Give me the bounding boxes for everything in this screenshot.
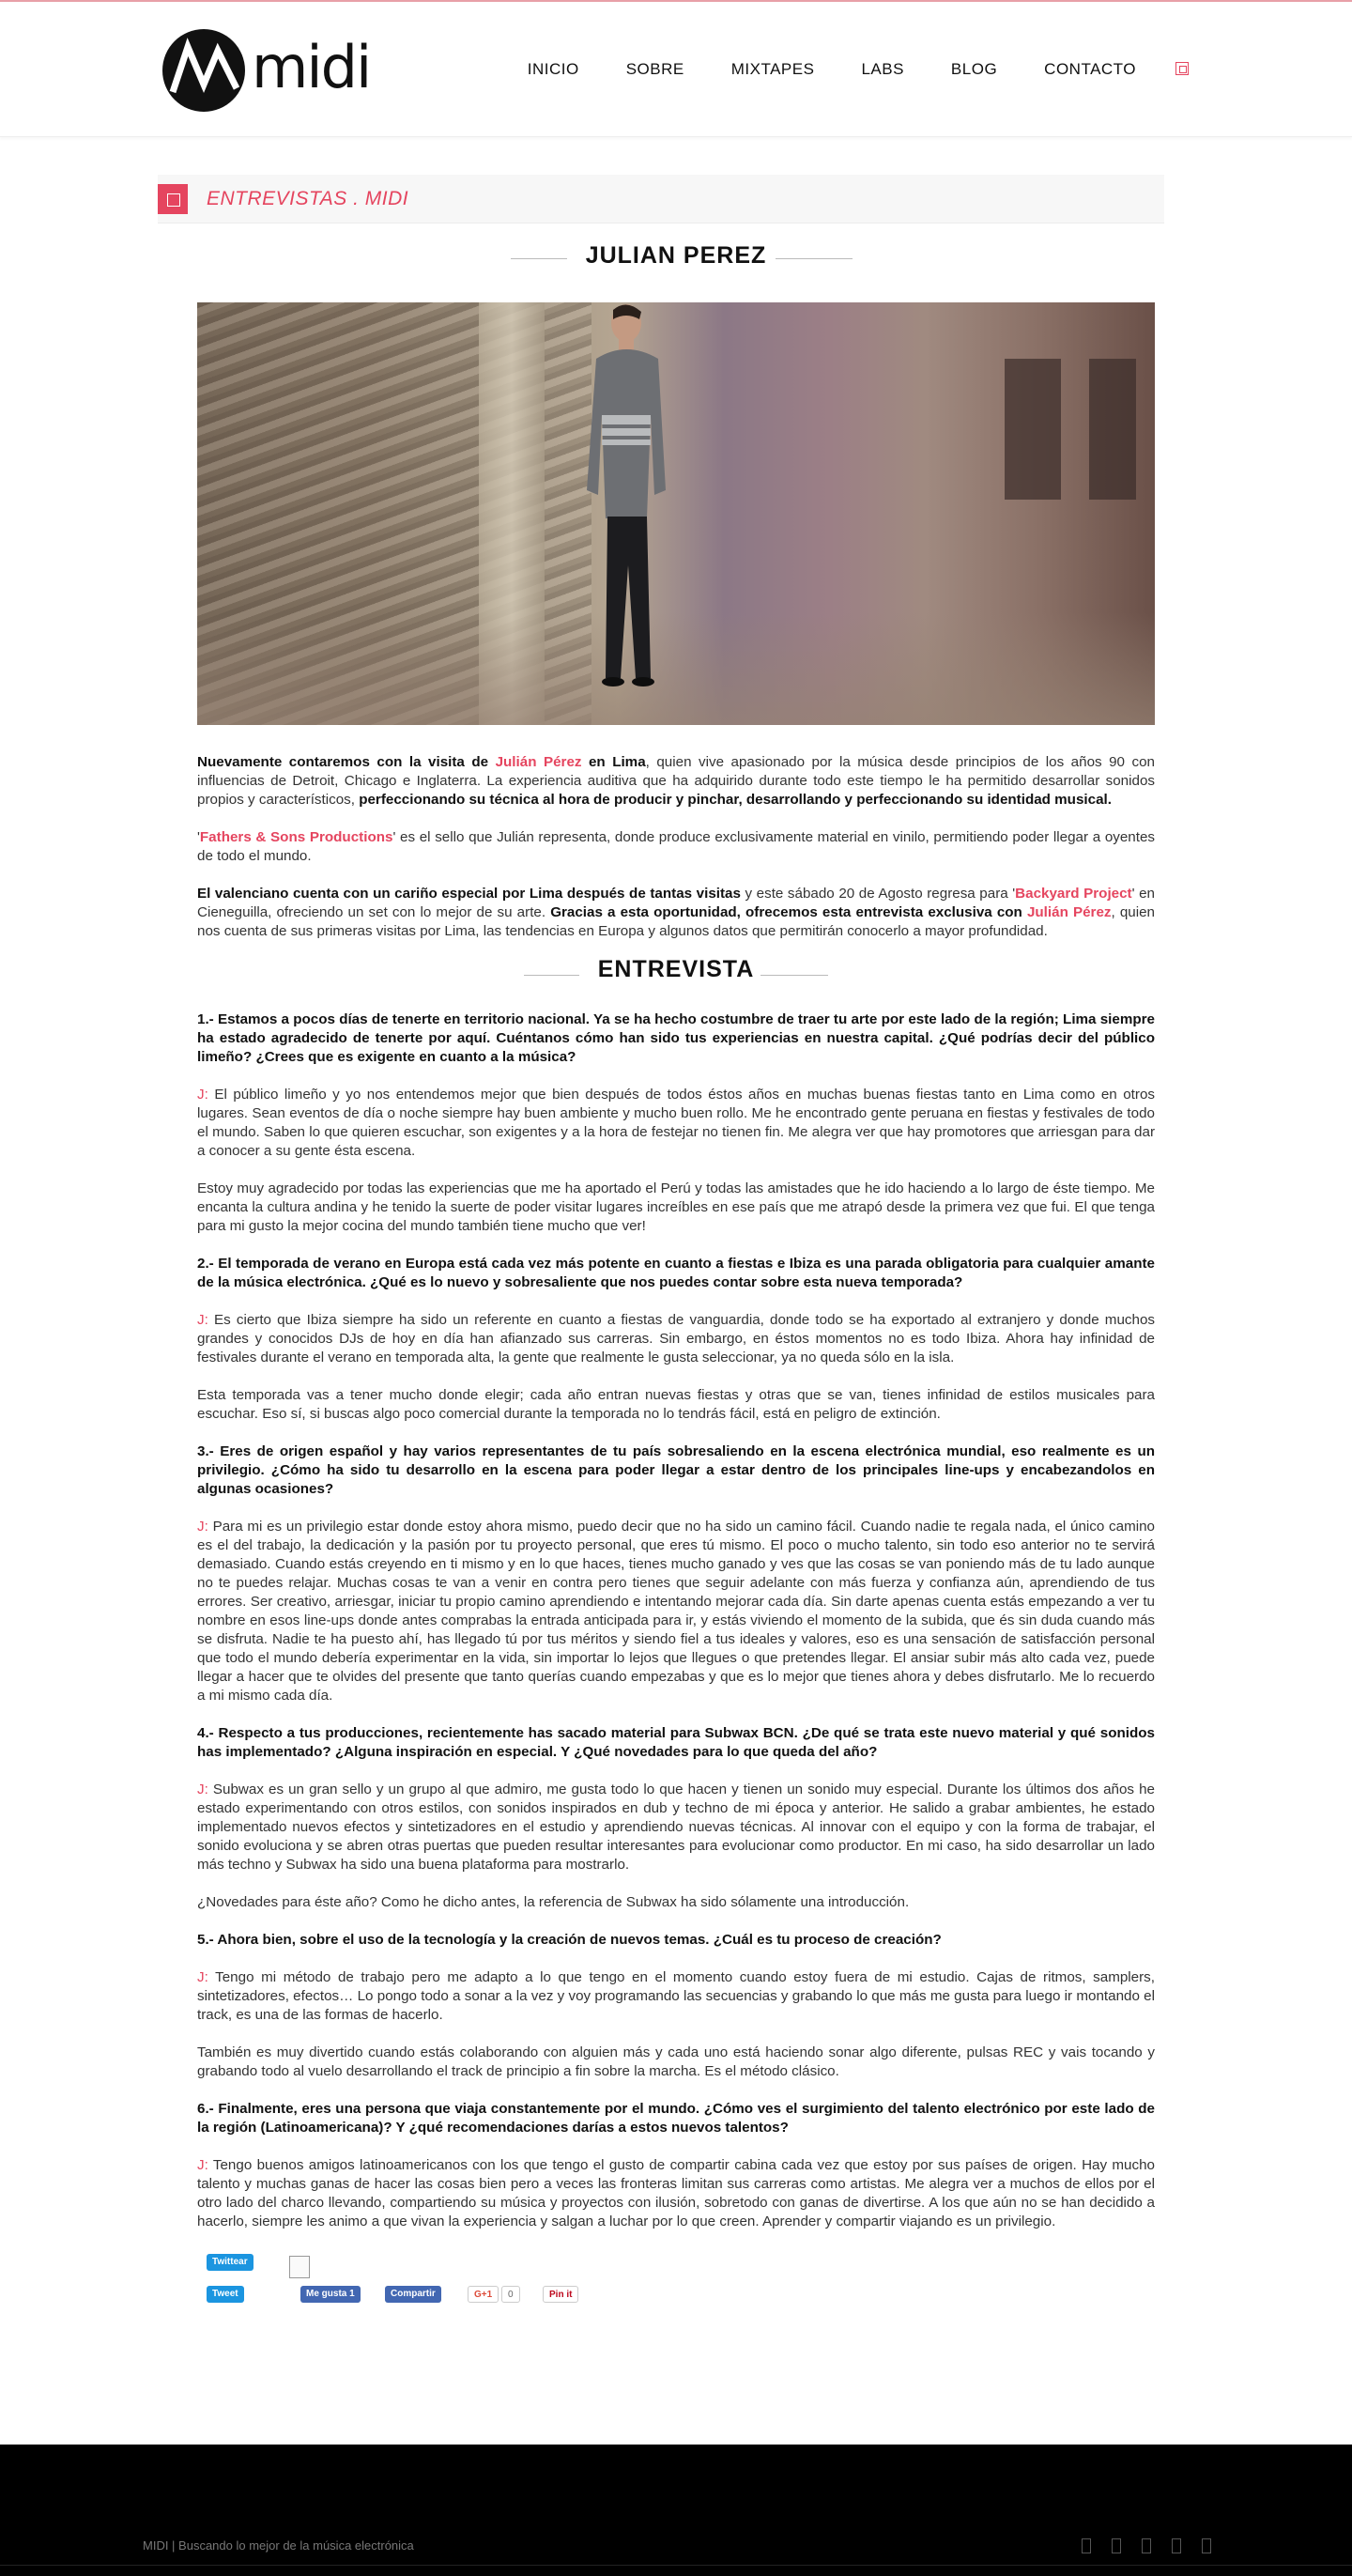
intro-text: perfeccionando su técnica al hora de producir y pinchar, desarrollando y perfeccionando su identidad musical. <box>359 792 1112 808</box>
interview-question: 6.- Finalmente, eres una persona que viaja constantemente por el mundo. ¿Cómo ves el surgimiento del talento electrónico por este lado de la región (Latinoamericana)? Y ¿qué recomendaciones darías a estos nuevos talentos? <box>197 2101 1155 2136</box>
twitter-icon[interactable] <box>1112 2538 1121 2553</box>
facebook-like-button[interactable]: Me gusta 1 <box>300 2286 361 2303</box>
answer-text: Esta temporada vas a tener mucho donde elegir; cada año entran nuevas fiestas y otras que se van, tienes infinidad de estilos musicales para escuchar. Eso sí, si buscas algo poco comercial durante la temporada no lo tendrás fácil, está en peligro de extinción. <box>197 1387 1155 1422</box>
site-header <box>0 2 1352 137</box>
answer-prefix: J: <box>197 1087 208 1103</box>
interview-answer <box>197 1968 1155 2025</box>
category-bar <box>158 175 1164 224</box>
interview-heading: ENTREVISTA <box>579 956 774 982</box>
nav-mixtapes[interactable]: MIXTAPES <box>730 60 815 78</box>
highlight-link[interactable]: Julián Pérez <box>495 754 582 770</box>
main-nav <box>481 60 1136 79</box>
footer-social-icons <box>1082 2538 1211 2553</box>
interview-answer <box>197 1086 1155 1161</box>
hero-photo <box>197 302 1155 725</box>
intro-text: en Lima <box>581 754 646 770</box>
share-bar <box>207 2250 1164 2335</box>
answer-text: Tengo buenos amigos latinoamericanos con los que tengo el gusto de compartir cabina cada vez que estoy por sus países de origen. Hay mucho talento y muchas ganas de hacer las cosas bien pero a veces las fronteras limitan sus carreras como artistas. Me alegra ver a muchos de ellos por el otro lado del charco llevando, compartiendo su música y proyectos con ilusión, sobretodo con ganas de divertirse. A los que aún no se han decidido a hacerlo, siempre les animo a que vivan la experiencia y salgan a luchar por lo que creen. Aprender y compartir viajando es un privilegio. <box>197 2157 1155 2229</box>
interview-heading-block <box>197 956 1155 992</box>
facebook-icon[interactable] <box>1082 2538 1091 2553</box>
title-rule-right <box>776 258 853 259</box>
photo-person <box>568 302 681 725</box>
footer-divider <box>0 2565 1352 2566</box>
intro-paragraph <box>197 753 1155 810</box>
interview-question: 1.- Estamos a pocos días de tenerte en territorio nacional. Ya se ha hecho costumbre de traer tu arte por este lado de la región; Lima siempre ha estado agradecido de tenerte por aquí. Cuéntanos cómo han sido tus experiencias en nuestra capital. ¿Qué podrías decir del público limeño? ¿Crees que es exigente en cuanto a la música? <box>197 1011 1155 1065</box>
interview-answer <box>197 2044 1155 2081</box>
answer-prefix: J: <box>197 1782 208 1797</box>
answer-prefix: J: <box>197 1312 208 1328</box>
pinterest-button[interactable]: Pin it <box>543 2286 578 2303</box>
nav-labs[interactable]: LABS <box>861 60 904 78</box>
nav-sobre[interactable]: SOBRE <box>625 60 684 78</box>
article-body <box>197 753 1155 2231</box>
interview-answer <box>197 2156 1155 2231</box>
article-title: JULIAN PEREZ <box>567 242 786 269</box>
interview-answer <box>197 1893 1155 1912</box>
footer-text: MIDI | Buscando lo mejor de la música electrónica <box>143 2538 414 2553</box>
answer-prefix: J: <box>197 2157 208 2173</box>
interview-answer <box>197 1386 1155 1424</box>
logo-icon <box>161 28 246 113</box>
highlight-link[interactable]: Backyard Project <box>1015 886 1132 902</box>
highlight-link[interactable]: Fathers & Sons Productions <box>199 829 393 845</box>
google-plus-button[interactable]: G+1 <box>468 2286 499 2303</box>
document-icon[interactable] <box>289 2256 310 2278</box>
intro-text: ' en Cieneguilla, ofreciendo un set con lo mejor de su arte. <box>197 886 1155 920</box>
intro-text: ' es el sello que Julián representa, donde produce exclusivamente material en vinilo, permitiendo poder llegar a oyentes de todo el mundo. <box>197 829 1156 864</box>
answer-text: Tengo mi método de trabajo pero me adapto a lo que tengo en el momento cuando estoy fuera de mi estudio. Cajas de ritmos, samplers, sintetizadores, efectos… Lo pongo todo a sonar a la vez y voy programando las secuencias y grabando lo que más me gusta para luego ir montando el track, es una de las formas de hacerlo. <box>197 1969 1155 2023</box>
photo-window <box>1005 359 1061 500</box>
highlight-link[interactable]: Julián Pérez <box>1026 904 1112 920</box>
interview-question: 5.- Ahora bien, sobre el uso de la tecnología y la creación de nuevos temas. ¿Cuál es tu proceso de creación? <box>197 1932 942 1948</box>
answer-text: Estoy muy agradecido por todas las experiencias que me ha aportado el Perú y todas las amistades que he ido haciendo a lo largo de éste tiempo. Me encanta la cultura andina y he tenido la suerte de poder visitar lugares increíbles en ese país que me atrapó desde la primera vez que fui. El que tenga para mi gusto la mejor cocina del mundo también tiene mucho que ver! <box>197 1180 1155 1234</box>
soundcloud-icon[interactable] <box>1142 2538 1151 2553</box>
interview-question: 4.- Respecto a tus producciones, recientemente has sacado material para Subwax BCN. ¿De qué se trata este nuevo material y qué sonidos has implementado? ¿Alguna inspiración en especial. Y ¿Qué novedades para lo que queda del año? <box>197 1725 1155 1760</box>
site-logo[interactable] <box>161 28 370 113</box>
answer-prefix: J: <box>197 1519 208 1535</box>
twitter-follow-button[interactable]: Twittear <box>207 2254 254 2271</box>
category-label[interactable]: ENTREVISTAS . MIDI <box>207 188 409 209</box>
site-footer <box>0 2445 1352 2576</box>
heading-rule-right <box>760 975 828 976</box>
answer-prefix: J: <box>197 1969 208 1985</box>
interview-answer <box>197 1180 1155 1236</box>
answer-text: ¿Novedades para éste año? Como he dicho antes, la referencia de Subwax ha sido sólamente una introducción. <box>197 1894 910 1910</box>
facebook-share-button[interactable]: Compartir <box>385 2286 441 2303</box>
tweet-button[interactable]: Tweet <box>207 2286 244 2303</box>
intro-paragraph <box>197 885 1155 941</box>
intro-text: , quien nos cuenta de sus primeras visitas por Lima, las tendencias en Europa y algunos datos que permitirán conocerlo a mayor profundidad. <box>197 904 1155 939</box>
intro-text: Gracias a esta oportunidad, ofrecemos esta entrevista exclusiva con <box>550 904 1027 920</box>
intro-text: , quien vive apasionado por la música desde principios de los años 90 con influencias de Detroit, Chicago e Inglaterra. La experiencia auditiva que ha adquirido durante todo este tiempo le ha permitido desarrollar sonidos propios y característicos, <box>197 754 1155 808</box>
answer-text: También es muy divertido cuando estás colaborando con alguien más y cada uno está haciendo sonar algo diferente, pulsas REC y vais tocando y grabando todo al vuelo desarrollando el track de principio a fin sobre la marcha. Es el método clásico. <box>197 2044 1155 2079</box>
interview-answer <box>197 1311 1155 1367</box>
category-icon <box>158 184 188 214</box>
answer-text: Para mi es un privilegio estar donde estoy ahora mismo, puedo decir que no ha sido un camino fácil. Cuando nadie te regala nada, el único camino es el del trabajo, la dedicación y la pasión por tu proyecto personal, que eres tú mismo. El poco o mucho talento, sin todo eso anterior no te servirá demasiado. Cuando estás creyendo en ti mismo y en lo que haces, tienes mucho ganado y ves que las cosas se van poniendo más de tu lado aunque no te puedes relajar. Muchas cosas te van a venir en contra pero tienes que seguir adelante con más fuerza y confianza aún, aprendiendo de tus errores. Ser creativo, arriesgar, iniciar tu propio camino aprendiendo e intentando mejorar cada día. Sin darte apenas cuenta estás empezando a ver tu nombre en esos line-ups donde antes comprabas la entrada anticipada para ir, y estás viviendo el momento de la subida, que és sin duda cuando más se disfruta. Nadie te ha puesto ahí, has llegado tú por tus méritos y siendo fiel a tus ideales y valores, eso es una sensación de satisfacción personal que todo el mundo debería experimentar en la vida, sin importar lo lejos que llegues o que pretendes llegar. El ansiar subir más alto cada vez, puede llegar a hacer que te olvides del presente que tanto querías cuando empezabas y que es lo mejor que tienes ahora y debes disfrutarlo. Me lo recuerdo a mi mismo cada día. <box>197 1519 1155 1704</box>
logo-text: midi <box>252 33 371 101</box>
answer-text: Es cierto que Ibiza siempre ha sido un referente en cuanto a fiestas de vanguardia, donde todo se ha exportado al extranjero y donde muchos grandes y conocidos DJs de hoy en día han afianzado sus carreras. Sin embargo, en éstos momentos no es todo Ibiza. Ahora hay infinidad de festivales durante el verano en temporada alta, la gente que realmente le gusta seleccionar, ya no queda sólo en la isla. <box>197 1312 1155 1365</box>
mixcloud-icon[interactable] <box>1202 2538 1211 2553</box>
search-icon[interactable] <box>1175 62 1189 75</box>
answer-text: El público limeño y yo nos entendemos mejor que bien después de todos éstos años en muchas buenas fiestas tanto en Lima como en otros lugares. Sean eventos de día o noche siempre hay buen ambiente y mucho buen rollo. Me he encontrado gente peruana en fiestas y festivales de todo el mundo. Saben lo que quieren escuchar, son exigentes y a la hora de festejar no tienen fin. Me alegra ver que hay promotores que arriesgan para dar a conocer a su gente ésta escena. <box>197 1087 1155 1159</box>
nav-inicio[interactable]: INICIO <box>527 60 579 78</box>
intro-text: ' <box>197 829 200 845</box>
nav-blog[interactable]: BLOG <box>950 60 998 78</box>
interview-question: 2.- El temporada de verano en Europa está cada vez más potente en cuanto a fiestas e Ibiza es una parada obligatoria para cualquier amante de la música electrónica. ¿Qué es lo nuevo y sobresaliente que nos puedes contar sobre esta nueva temporada? <box>197 1256 1155 1290</box>
interview-answer <box>197 1518 1155 1705</box>
intro-text: Nuevamente contaremos con la visita de <box>197 754 496 770</box>
intro-paragraph <box>197 828 1155 866</box>
instagram-icon[interactable] <box>1172 2538 1181 2553</box>
interview-question: 3.- Eres de origen español y hay varios representantes de tu país sobresaliendo en la escena electrónica mundial, eso realmente es un privilegio. ¿Cómo ha sido tu desarrollo en la escena para poder llegar a estar dentro de los principales line-ups y encabezandolos en algunas ocasiones? <box>197 1443 1155 1497</box>
nav-contacto[interactable]: CONTACTO <box>1044 60 1136 78</box>
intro-text: y este sábado 20 de Agosto regresa para ' <box>740 886 1016 902</box>
google-plus-count: 0 <box>501 2286 520 2303</box>
interview-answer <box>197 1781 1155 1874</box>
intro-text: El valenciano cuenta con un cariño especial por Lima después de tantas visitas <box>197 886 741 902</box>
photo-window <box>1089 359 1136 500</box>
article-title-block <box>0 242 1352 280</box>
answer-text: Subwax es un gran sello y un grupo al que admiro, me gusta todo lo que hacen y tienen un sonido muy especial. Durante los últimos dos años he estado experimentando con otros estilos, con sonidos inspirados en dub y techno de mi época y anterior. He salido a grabar ambientes, he estado implementado nuevos efectos y sintetizadores en el estudio y aprendiendo nuevas técnicas. Al innovar con el equipo y con la forma de trabajar, el sonido evoluciona y se abren otras puertas que pueden resultar interesantes para evolucionar como productor. En mi caso, ha sido desarrollar un lado más techno y Subwax ha sido una buena plataforma para mostrarlo. <box>197 1782 1155 1873</box>
